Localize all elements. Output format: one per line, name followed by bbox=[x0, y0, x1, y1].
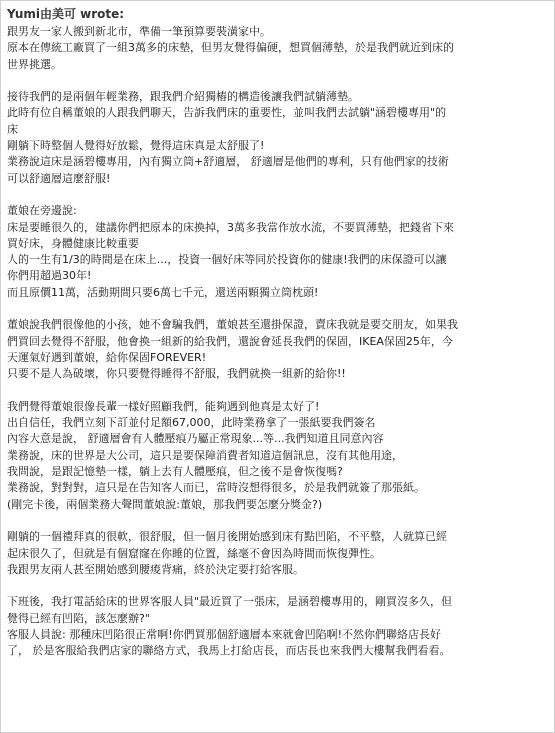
paragraph-line: 床是要睡很久的，建議你們把原本的床換掉，3萬多我當作放水流，不要買薄墊，把錢省下來 bbox=[7, 220, 454, 234]
paragraph-line: 了， 於是客服給我們店家的聯絡方式，我馬上打給店長，而店長也來我們大樓幫我們看看。 bbox=[7, 644, 451, 658]
quote-paragraph bbox=[7, 594, 551, 659]
paragraph-line: 跟男友一家人搬到新北市，準備一筆預算要裝潢家中。 bbox=[7, 25, 271, 38]
paragraph-line: (剛完卡後，兩個業務大聲問董娘說:董娘，那我們要怎麼分獎金?) bbox=[7, 497, 323, 511]
paragraph-line: 出自信任，我們立刻下訂並付足額67,000，此時業務拿了一張紙要我們簽名 bbox=[7, 416, 376, 430]
paragraph-line: 天運氣好遇到董娘，給你保固FOREVER! bbox=[7, 350, 207, 364]
paragraph-line: 董娘在旁邊說: bbox=[7, 204, 77, 218]
paragraph-line: 床 bbox=[7, 122, 18, 136]
paragraph-line: 世界挑選。 bbox=[7, 57, 62, 71]
paragraph-line: 覺得已經有凹陷，該怎麼辦?" bbox=[7, 611, 150, 625]
quote-paragraph bbox=[7, 399, 551, 513]
paragraph-line: 業務說，床的世界是大公司，這只是要保障消費者知道這個訊息，沒有其他用途， bbox=[7, 448, 403, 462]
paragraph-line: 可以舒適層這麼舒服! bbox=[7, 171, 111, 185]
quote-paragraph bbox=[7, 317, 551, 382]
paragraph-line: 剛躺下時整個人覺得好放鬆，覺得這床真是太舒服了! bbox=[7, 139, 265, 153]
paragraph-line: 內容大意是說， 舒適層會有人體壓痕乃屬正常現象...等...我們知道且同意內容 bbox=[7, 432, 384, 446]
quote-author-name: Yumi由美可 bbox=[7, 7, 76, 21]
paragraph-line: 我們覺得董娘很像長輩一樣好照顧我們，能夠遇到他真是太好了! bbox=[7, 399, 320, 413]
paragraph-line: 而且原價11萬，活動期間只要6萬七千元，還送兩顆獨立筒枕頭! bbox=[7, 285, 319, 299]
quote-paragraph bbox=[7, 529, 551, 578]
paragraph-line: 剛躺的一個禮拜真的很軟，很舒服，但一個月後開始感到床有點凹陷，不平整，人就算已經 bbox=[7, 530, 447, 544]
paragraph-line: 此時有位自稱董娘的人跟我們聊天，告訴我們床的重要性，並叫我們去試躺"涵碧樓專用"的 bbox=[7, 106, 447, 120]
paragraph-line: 人的一生有1/3的時間是在床上...，投資一個好床等同於投資你的健康!我們的床保證可以讓 bbox=[7, 253, 447, 267]
quote-author-suffix: wrote: bbox=[80, 7, 125, 21]
quote-paragraph bbox=[7, 203, 551, 301]
paragraph-line: 買好床，身體健康比較重要 bbox=[7, 236, 139, 250]
paragraph-line: 業務說，對對對，這只是在告知客人而已，當時沒想得很多，於是我們就簽了那張紙。 bbox=[7, 481, 425, 495]
quote-paragraph bbox=[7, 24, 551, 73]
quote-author-line bbox=[7, 6, 554, 23]
quote-body bbox=[7, 24, 551, 660]
quote-paragraph bbox=[7, 89, 551, 187]
paragraph-line: 下班後，我打電話給床的世界客服人員"最近買了一張床，是涵碧樓專用的，剛買沒多久，但 bbox=[7, 595, 453, 609]
paragraph-line: 你們用超過30年! bbox=[7, 269, 92, 283]
paragraph-line: 我跟男友兩人甚至開始感到腰痠背痛，終於決定要打給客服。 bbox=[7, 562, 304, 576]
paragraph-line: 我問說，是跟記憶墊一樣，躺上去有人體壓痕，但之後不是會恢復嗎? bbox=[7, 465, 343, 479]
paragraph-line: 們買回去覺得不舒服，他會換一組新的給我們，還說會延長我們的保固，IKEA保固25年，今 bbox=[7, 334, 453, 348]
paragraph-line: 董娘說我們很像他的小孩，她不會騙我們，董娘甚至還掛保證，賣床我就是要交朋友，如果我 bbox=[7, 318, 458, 332]
paragraph-line: 只要不是人為破壞，你只要覺得睡得不舒服，我們就換一組新的給你!! bbox=[7, 367, 346, 381]
paragraph-line: 原本在傳統工廠買了一組3萬多的床墊，但男友覺得偏硬，想買個薄墊，於是我們就近到床的 bbox=[7, 41, 454, 55]
paragraph-line: 客服人員說: 那種床凹陷很正常啊!你們買那個舒適層本來就會凹陷啊!不然你們聯絡店長好 bbox=[7, 627, 442, 641]
paragraph-line: 業務說這床是涵碧樓專用，內有獨立筒+舒適層， 舒適層是他們的專利，只有他們家的技術 bbox=[7, 155, 449, 169]
paragraph-line: 接待我們的是兩個年輕業務，跟我們介紹獨樁的構造後讓我們試躺薄墊。 bbox=[7, 90, 359, 104]
paragraph-line: 起床很久了，但就是有個窟窿在你睡的位置，絲毫不會因為時間而恢復彈性。 bbox=[7, 546, 381, 560]
